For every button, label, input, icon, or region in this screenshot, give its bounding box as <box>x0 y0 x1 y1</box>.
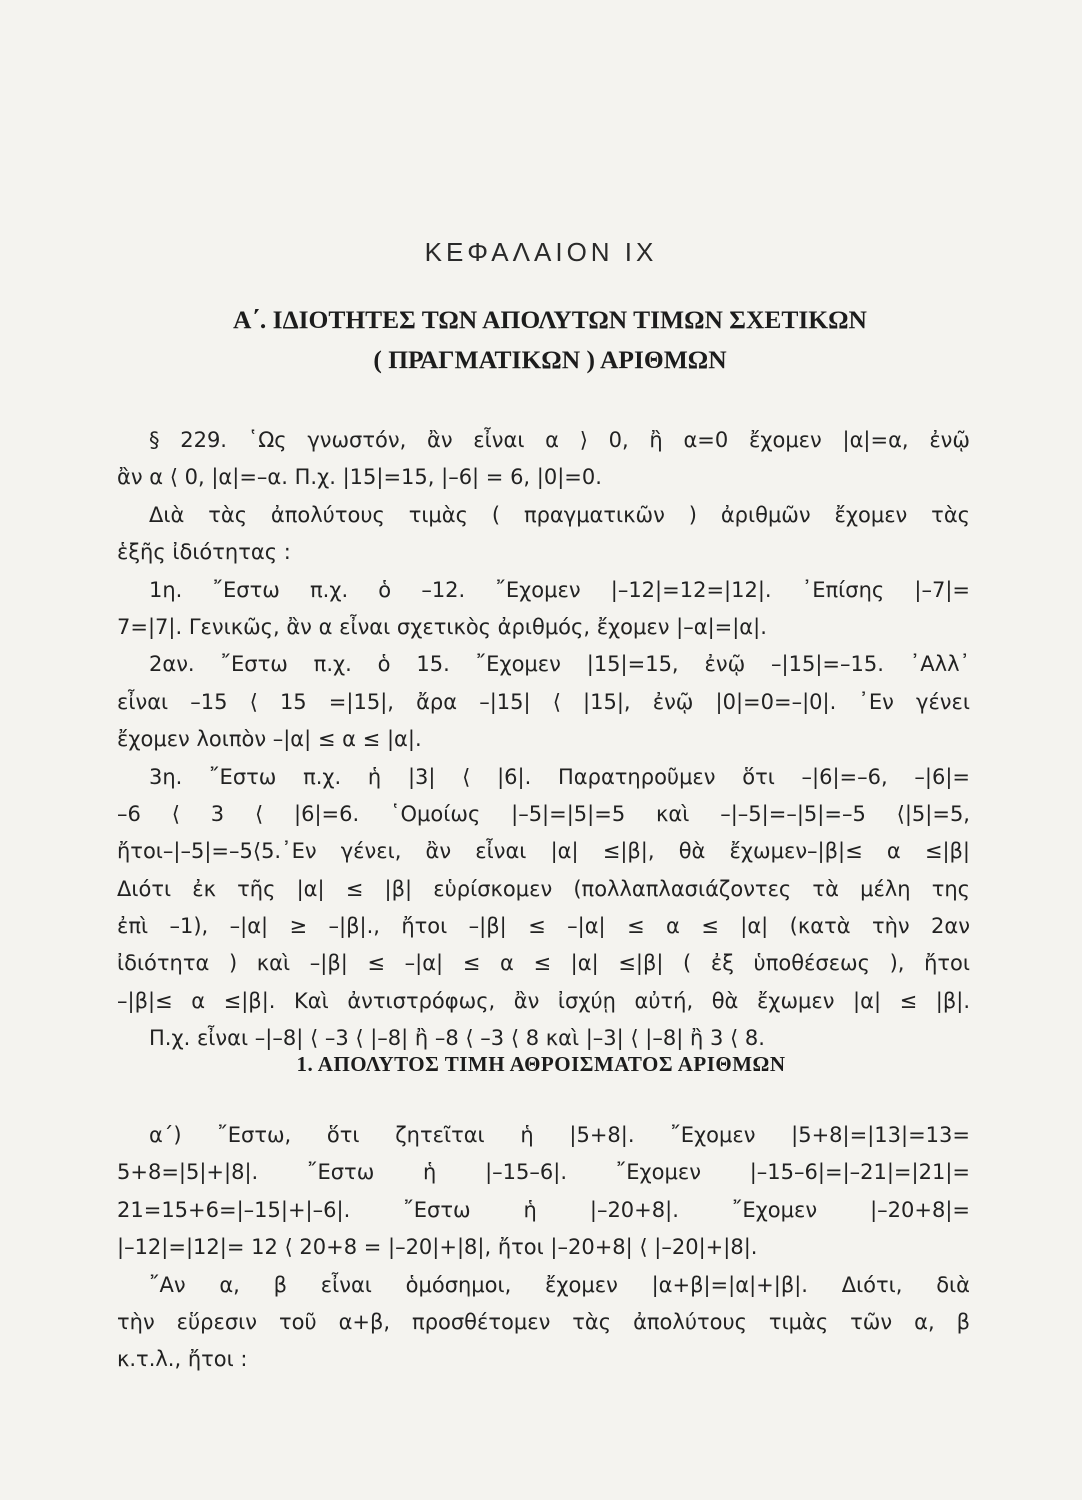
text-line: 21=15+6=|–15|+|–6|. ῎Εστω ἡ |–20+8|. ῎Εχομεν |–20+8|= <box>117 1197 970 1222</box>
subsection-heading: 1. ΑΠΟΛΥΤΟΣ ΤΙΜΗ ΑΘΡΟΙΣΜΑΤΟΣ ΑΡΙΘΜΩΝ <box>296 1052 786 1076</box>
text-line: 3η. ῎Εστω π.χ. ἡ |3| ⟨ |6|. Παρατηροῦμεν ὅτι –|6|=–6, –|6|= <box>149 764 970 789</box>
text-line: –|β|≤ α ≤|β|. Καὶ ἀντιστρόφως, ἂν ἰσχύῃ αὐτή, θὰ ἔχωμεν |α| ≤ |β|. <box>117 988 970 1013</box>
text-line: ῎Αν α, β εἶναι ὁμόσημοι, ἔχομεν |α+β|=|α|+|β|. Διότι, διὰ <box>149 1272 970 1297</box>
text-line: 2αν. ῎Εστω π.χ. ὁ 15. ῎Εχομεν |15|=15, ἐνῷ –|15|=–15. ᾿Αλλ᾿ <box>149 652 970 677</box>
text-line: κ.τ.λ., ἤτοι : <box>117 1347 248 1372</box>
section-title-line-1: Α΄. ΙΔΙΟΤΗΤΕΣ ΤΩΝ ΑΠΟΛΥΤΩΝ ΤΙΜΩΝ ΣΧΕΤΙΚΩΝ <box>233 305 867 334</box>
text-line: 5+8=|5|+|8|. ῎Εστω ἡ |–15–6|. ῎Εχομεν |–15–6|=|–21|=|21|= <box>117 1160 970 1185</box>
text-line: 7=|7|. Γενικῶς, ἂν α εἶναι σχετικὸς ἀριθμός, ἔχομεν |–α|=|α|. <box>117 614 767 639</box>
text-line: ἔχομεν λοιπὸν –|α| ≤ α ≤ |α|. <box>117 727 422 752</box>
text-line: ἑξῆς ἰδιότητας : <box>117 540 291 565</box>
section-title-line-2: ( ΠΡΑΓΜΑΤΙΚΩΝ ) ΑΡΙΘΜΩΝ <box>373 345 727 374</box>
text-line: § 229. ῾Ως γνωστόν, ἂν εἶναι α ⟩ 0, ἢ α=0 ἔχομεν |α|=α, ἐνῷ <box>149 428 970 452</box>
text-line: ἤτοι–|–5|=–5⟨5.᾿Εν γένει, ἂν εἶναι |α| ≤|β|, θὰ ἔχωμεν–|β|≤ α ≤|β| <box>117 839 970 864</box>
section-title <box>130 300 970 380</box>
text-line: |–12|=|12|= 12 ⟨ 20+8 = |–20|+|8|, ἤτοι |–20+8| ⟨ |–20|+|8|. <box>117 1235 758 1260</box>
text-line: τὴν εὕρεσιν τοῦ α+β, προσθέτομεν τὰς ἀπολύτους τιμὰς τῶν α, β <box>117 1309 970 1334</box>
text-line: 1η. ῎Εστω π.χ. ὁ –12. ῎Εχομεν |–12|=12=|12|. ᾿Επίσης |–7|= <box>149 577 970 602</box>
text-line: ἂν α ⟨ 0, |α|=–α. Π.χ. |15|=15, |–6| = 6, |0|=0. <box>117 465 602 490</box>
text-line: Π.χ. εἶναι –|–8| ⟨ –3 ⟨ |–8| ἢ –8 ⟨ –3 ⟨ 8 καὶ |–3| ⟨ |–8| ἢ 3 ⟨ 8. <box>149 1026 765 1051</box>
text-line: Διότι ἐκ τῆς |α| ≤ |β| εὑρίσκομεν (πολλαπλασιάζοντες τὰ μέλη της <box>117 876 970 901</box>
text-line: ἐπὶ –1), –|α| ≥ –|β|., ἤτοι –|β| ≤ –|α| ≤ α ≤ |α| (κατὰ τὴν 2αν <box>117 914 970 939</box>
text-line: εἶναι –15 ⟨ 15 =|15|, ἄρα –|15| ⟨ |15|, ἐνῷ |0|=0=–|0|. ᾿Εν γένει <box>117 689 970 714</box>
text-line: ἰδιότητα ) καὶ –|β| ≤ –|α| ≤ α ≤ |α| ≤|β| ( ἐξ ὑποθέσεως ), ἤτοι <box>117 951 970 976</box>
text-line: Διὰ τὰς ἀπολύτους τιμὰς ( πραγματικῶν ) ἀριθμῶν ἔχομεν τὰς <box>149 502 970 527</box>
chapter-heading: ΚΕΦΑΛΑΙΟΝ ΙΧ <box>424 237 658 267</box>
text-line: α΄) ῎Εστω, ὅτι ζητεῖται ἡ |5+8|. ῎Εχομεν |5+8|=|13|=13= <box>149 1123 970 1147</box>
paragraph-block-1 <box>117 422 970 1058</box>
paragraph-block-2 <box>117 1117 970 1379</box>
text-line: –6 ⟨ 3 ⟨ |6|=6. ῾Ομοίως |–5|=|5|=5 καὶ –|–5|=–|5|=–5 ⟨|5|=5, <box>117 801 970 826</box>
